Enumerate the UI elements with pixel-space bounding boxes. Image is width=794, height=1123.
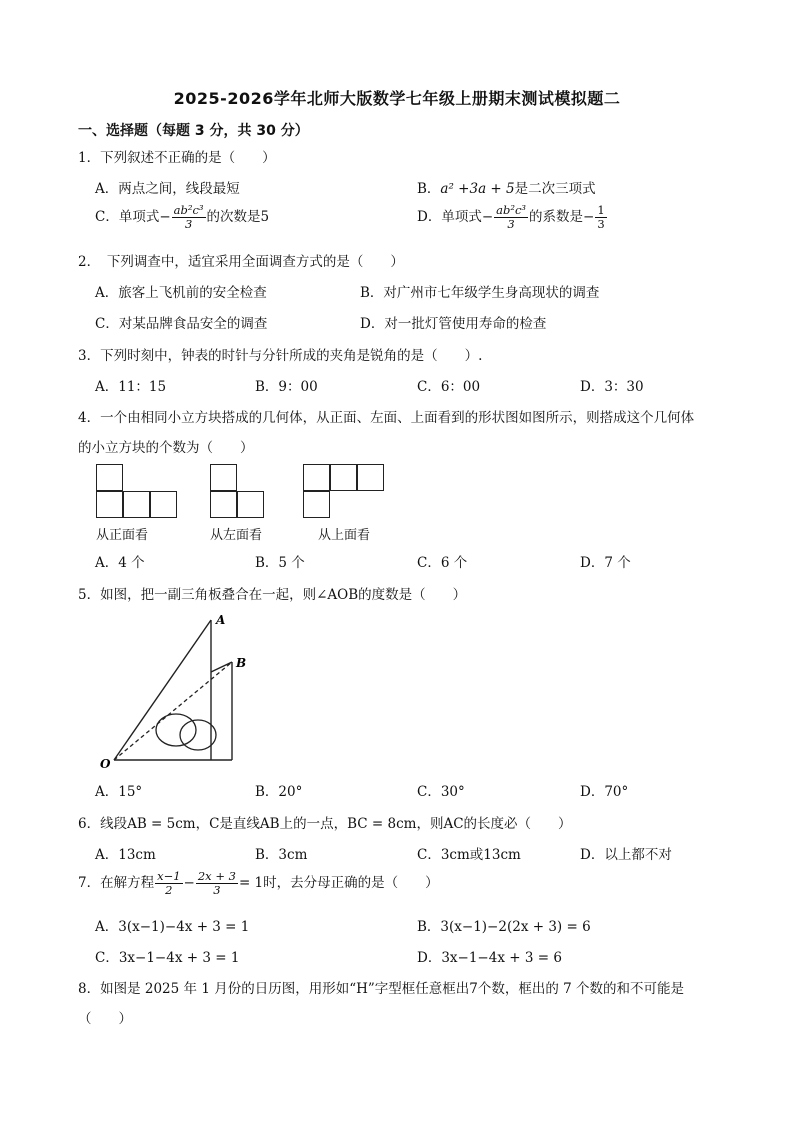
q4-option-d: D．7 个 — [580, 555, 631, 571]
question-1-stem: 1．下列叙述不正确的是（ ） — [78, 150, 276, 166]
fraction-denominator: 3 — [184, 217, 193, 232]
question-4-stem-line1: 4．一个由相同小立方块搭成的几何体，从正面、左面、上面看到的形状图如图所示，则搭成这个几何体 — [78, 410, 695, 426]
q2-option-b: B．对广州市七年级学生身高现状的调查 — [360, 285, 600, 301]
q6-option-a: A．13cm — [95, 847, 156, 863]
q7-stem-prefix: 7．在解方程 — [78, 875, 155, 892]
question-2-stem: 2． 下列调查中，适宜采用全面调查方式的是（ ） — [78, 254, 404, 270]
q5-option-b: B．20° — [255, 784, 303, 800]
q1-option-b-prefix: B． — [417, 181, 441, 197]
q7-fraction-2 — [196, 870, 238, 897]
q1-option-d-prefix: D．单项式− — [417, 209, 494, 226]
q1-option-d-mid: 的系数是− — [529, 209, 595, 226]
q1-option-d-coefficient — [595, 204, 606, 231]
fraction-numerator: 1 — [597, 203, 605, 217]
fraction-denominator: 3 — [507, 217, 515, 232]
q6-option-d: D．以上都不对 — [580, 847, 672, 863]
fraction-numerator: 2x + 3 — [197, 869, 236, 883]
fraction-numerator: x−1 — [157, 869, 181, 883]
set-square-top — [211, 662, 232, 672]
q1-option-d — [417, 204, 608, 231]
section-heading: 一、选择题（每题 3 分，共 30 分） — [78, 123, 309, 139]
q1-option-a: A．两点之间，线段最短 — [95, 181, 240, 197]
q1-option-c — [95, 204, 269, 231]
q1-option-c-fraction — [172, 204, 206, 231]
question-3-stem: 3．下列时刻中，钟表的时针与分针所成的夹角是锐角的是（ ）. — [78, 348, 483, 364]
q7-minus: − — [183, 875, 195, 892]
q6-option-b: B．3cm — [255, 847, 308, 863]
fraction-numerator: ab²c³ — [173, 203, 204, 217]
top-view-label: 从上面看 — [318, 528, 371, 543]
left-view-cell — [237, 491, 264, 518]
point-o-label: O — [100, 757, 111, 771]
front-view-label: 从正面看 — [96, 528, 149, 543]
q1-option-b — [417, 177, 596, 197]
top-view-cell — [357, 464, 384, 491]
q3-option-c: C．6：00 — [417, 379, 481, 395]
q3-option-a: A．11：15 — [95, 379, 167, 395]
left-view-cell — [210, 491, 237, 518]
question-6-stem: 6．线段AB = 5cm，C是直线AB上的一点，BC = 8cm，则AC的长度必（ ） — [78, 816, 572, 832]
question-8-stem-line2: （ ） — [78, 1011, 132, 1027]
q7-option-b: B．3(x−1)−2(2x + 3) = 6 — [417, 919, 591, 935]
q4-option-b: B．5 个 — [255, 555, 305, 571]
front-view-cell — [96, 464, 123, 491]
q7-option-c: C．3x−1−4x + 3 = 1 — [95, 950, 240, 966]
q1-option-b-expression: a² +3a + 5 — [440, 181, 515, 197]
question-4-stem-line2: 的小立方块的个数为（ ） — [78, 440, 254, 456]
fraction-denominator: 3 — [597, 217, 605, 232]
point-a-label: A — [216, 613, 226, 627]
ruler-hypotenuse-oa — [114, 620, 211, 760]
q6-option-c: C．3cm或13cm — [417, 847, 521, 863]
q5-option-a: A．15° — [95, 784, 143, 800]
q7-option-a: A．3(x−1)−4x + 3 = 1 — [95, 919, 250, 935]
q1-option-c-suffix: 的次数是5 — [206, 209, 270, 226]
point-b-label: B — [236, 656, 247, 670]
question-7-stem — [78, 870, 439, 897]
q5-option-c: C．30° — [417, 784, 465, 800]
question-5-stem: 5．如图，把一副三角板叠合在一起，则∠AOB的度数是（ ） — [78, 587, 467, 603]
q3-option-b: B．9：00 — [255, 379, 318, 395]
fraction-denominator: 3 — [213, 883, 221, 898]
left-view-cell — [210, 464, 237, 491]
q3-option-d: D．3：30 — [580, 379, 644, 395]
q1-option-b-suffix: 是二次三项式 — [514, 181, 596, 197]
q1-option-d-fraction — [494, 204, 528, 231]
q4-option-a: A．4 个 — [95, 555, 145, 571]
top-view-cell — [303, 464, 330, 491]
q5-option-d: D．70° — [580, 784, 629, 800]
ruler-hole — [156, 714, 196, 746]
q1-option-c-prefix: C．单项式− — [95, 209, 171, 226]
q2-option-a: A．旅客上飞机前的安全检查 — [95, 285, 267, 301]
q7-option-d: D．3x−1−4x + 3 = 6 — [417, 950, 562, 966]
front-view-cell — [150, 491, 177, 518]
q7-fraction-1 — [155, 870, 182, 897]
question-8-stem-line1: 8．如图是 2025 年 1 月份的日历图，用形如“H”字型框任意框出7个数，框出的 7 个数的和不可能是 — [78, 981, 685, 997]
top-view-cell — [303, 491, 330, 518]
fraction-numerator: ab²c³ — [496, 203, 527, 217]
top-view-cell — [330, 464, 357, 491]
q4-option-c: C．6 个 — [417, 555, 468, 571]
page-title: 2025-2026学年北师大版数学七年级上册期末测试模拟题二 — [173, 89, 621, 108]
triangle-rulers-figure — [96, 612, 256, 776]
q2-option-d: D．对一批灯管使用寿命的检查 — [360, 316, 547, 332]
q2-option-c: C．对某品牌食品安全的调查 — [95, 316, 268, 332]
q7-stem-suffix: = 1时，去分母正确的是（ ） — [238, 875, 439, 892]
fraction-denominator: 2 — [165, 883, 173, 898]
front-view-cell — [96, 491, 123, 518]
left-view-label: 从左面看 — [210, 528, 263, 543]
front-view-cell — [123, 491, 150, 518]
three-views-figure — [96, 464, 396, 544]
